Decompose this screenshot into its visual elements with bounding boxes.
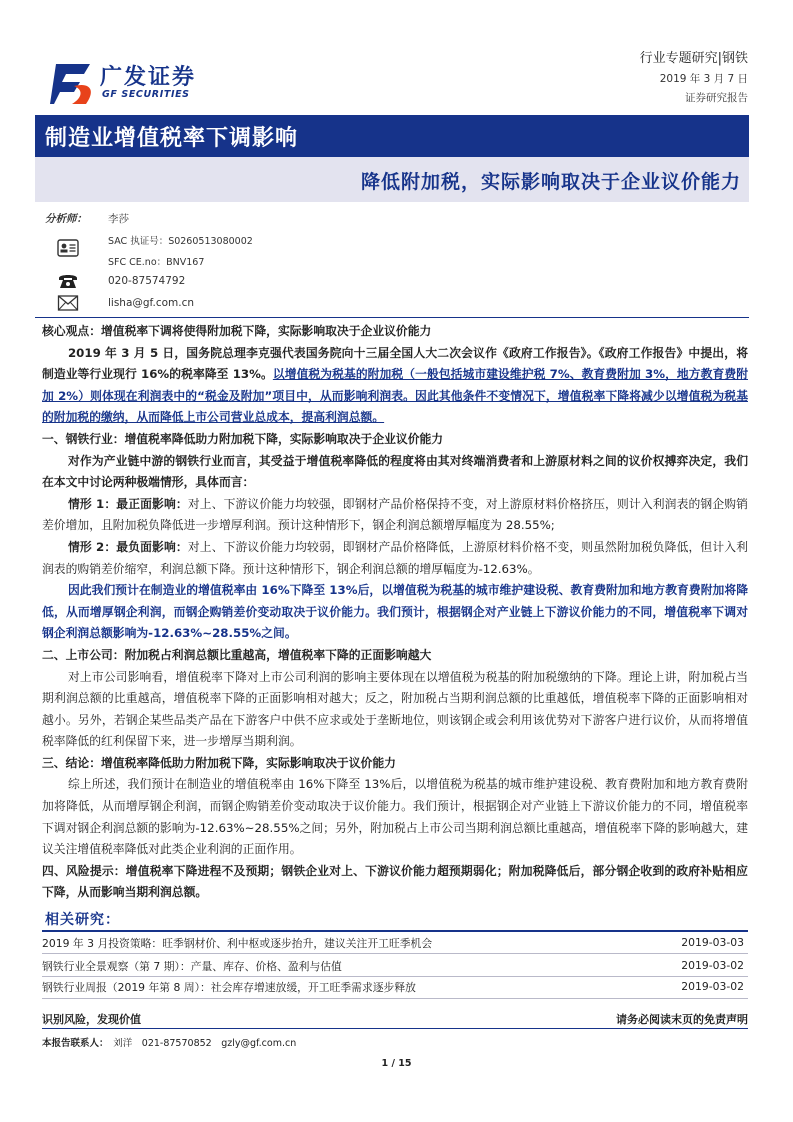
related-divider — [42, 930, 748, 932]
analyst-sfc: SFC CE.no：BNV167 — [108, 257, 205, 268]
contact-label: 本报告联系人： — [42, 1038, 104, 1049]
related-title: 相关研究： — [45, 912, 120, 928]
related-item-date: 2019-03-02 — [681, 959, 744, 972]
report-body — [42, 321, 748, 904]
analyst-phone: 020-87574792 — [108, 275, 186, 287]
contact-value: 刘洋 021-87570852 gzly@gf.com.cn — [113, 1038, 297, 1049]
footer-disclaimer: 请务必阅读末页的免责声明 — [616, 1013, 748, 1026]
section-1-title: 一、钢铁行业：增值税率降低助力附加税下降，实际影响取决于企业议价能力 — [42, 431, 444, 446]
related-item-title[interactable]: 2019 年 3 月投资策略：旺季钢材价、利中枢或逐步抬升，建议关注开工旺季机会 — [42, 937, 433, 950]
phone-icon — [57, 272, 79, 290]
related-separator — [42, 953, 748, 954]
section-4-label: 四、风险提示： — [42, 863, 126, 878]
section-2-text: 对上市公司影响看，增值税率下降对上市公司利润的影响主要体现在以增值税为税基的附加税缴纳的下降。理论上讲，附加税占当期利润总额的比重越高，增值税率下降的正面影响相对越大；反之，附加税占当期利润总额的比重越低，增值税率下降的正面影响相对越小。另外，若钢企某些品类产品在下游客户中供不应求或处于垄断地位，则该钢企或会利用该优势对下游客户进行议价，从而将增值税率降低的红利保留下来，进一步增厚当期利润。 — [42, 669, 748, 749]
divider — [35, 317, 749, 318]
analyst-sac: SAC 执证号：S0260513080002 — [108, 236, 253, 247]
report-date: 2019 年 3 月 7 日 — [659, 73, 748, 85]
section-1-intro: 对作为产业链中游的钢铁行业而言，其受益于增值税率降低的程度将由其对终端消费者和上游原材料之间的议价权搏弈决定，我们在本文中讨论两种极端情形，具体而言： — [42, 453, 748, 490]
logo-text: 广发证券 — [100, 65, 197, 90]
section-3-title: 三、结论：增值税率降低助力附加税下降，实际影响取决于议价能力 — [42, 755, 396, 770]
case-1-label: 情形 1：最正面影响： — [67, 496, 188, 511]
page-number: 1 / 15 — [381, 1058, 412, 1069]
related-item[interactable] — [42, 980, 748, 995]
related-item[interactable] — [42, 959, 748, 974]
page-subtitle: 降低附加税，实际影响取决于企业议价能力 — [360, 171, 741, 193]
section-2-title: 二、上市公司：附加税占利润总额比重越高，增值税率下降的正面影响越大 — [42, 647, 432, 662]
report-type: 行业专题研究|钢铁 — [639, 51, 748, 66]
related-separator — [42, 998, 748, 999]
report-kind: 证券研究报告 — [685, 92, 748, 104]
related-item-title[interactable]: 钢铁行业周报（2019 年第 8 周）：社会库存增速放缓，开工旺季需求逐步释放 — [42, 981, 416, 994]
footer-slogan: 识别风险，发现价值 — [42, 1013, 141, 1026]
section-4 — [42, 861, 748, 904]
core-p1-b: 以增值税为税基的附加税（一般包括城市建设维护税 7%、教育费附加 3%，地方教育费附加 2%）则体现在利润表中的“税金及附加”项目中，从而影响利润表。因此其他条件不变情况下，增值税率下降将减少以增值税为税基的附加税的缴纳，从而降低上市公司营业总成本，提高利润总额。 — [42, 367, 748, 425]
page-title: 制造业增值税率下调影响 — [45, 126, 299, 151]
analyst-label: 分析师： — [45, 213, 87, 225]
related-separator — [42, 976, 748, 977]
logo-subtext: GF SECURITIES — [102, 89, 190, 100]
section-4-text: 增值税率下降进程不及预期；钢铁企业对上、下游议价能力超预期弱化；附加税降低后，部分钢企收到的政府补贴相应下降，从而影响当期利润总额。 — [42, 863, 748, 900]
case-2 — [42, 537, 748, 580]
related-item-date: 2019-03-03 — [681, 936, 744, 949]
related-item-title[interactable]: 钢铁行业全景观察（第 7 期）：产量、库存、价格、盈利与估值 — [42, 960, 342, 973]
core-paragraph — [42, 343, 748, 429]
id-card-icon — [57, 239, 79, 257]
gf-logo-icon — [50, 60, 96, 106]
case-1 — [42, 494, 748, 537]
case-1-text: 对上、下游议价能力均较强，即钢材产品价格保持不变，对上游原材料价格挤压，则计入利润表的钢企购销差价增加，且附加税负降低进一步增厚利润。预计这种情形下，钢企利润总额增厚幅度为 28.55%; — [42, 496, 748, 533]
section-3-text: 综上所述，我们预计在制造业的增值税率由 16%下降至 13%后，以增值税为税基的城市维护建设税、教育费附加和地方教育费附加将降低，从而增厚钢企利润，而钢企购销差价变动取决于议价能力。我们预计，根据钢企对产业链上下游议价能力的不同，增值税率下调对钢企利润总额的影响为-12.63%~28.55%之间；另外，附加税占上市公司当期利润总额比重越高，增值税率下降的影响越大，建议关注增值税率降低对此类企业利润的正面作用。 — [42, 777, 748, 857]
core-p1-a: 2019 年 3 月 5 日，国务院总理李克强代表国务院向十三届全国人大二次会议作《政府工作报告》。《政府工作报告》中提出，将制造业等行业现行 16%的税率降至 13%。 — [42, 345, 748, 382]
analyst-email[interactable]: lisha@gf.com.cn — [108, 297, 195, 309]
mail-icon — [57, 294, 79, 312]
case-2-text: 对上、下游议价能力均较弱，即钢材产品价格降低，上游原材料价格不变，则虽然附加税负降低，但计入利润表的购销差价缩窄，利润总额下降。预计这种情形下，钢企利润总额的增厚幅度为-12.63%。 — [42, 539, 748, 576]
contact — [42, 1035, 296, 1049]
related-item-date: 2019-03-02 — [681, 980, 744, 993]
case-2-label: 情形 2：最负面影响： — [67, 539, 188, 554]
core-title: 核心观点：增值税率下调将使得附加税下降，实际影响取决于企业议价能力 — [42, 324, 432, 338]
analyst-name: 李莎 — [108, 213, 129, 225]
footer-divider — [42, 1028, 748, 1029]
section-1-conclusion: 因此我们预计在制造业的增值税率由 16%下降至 13%后，以增值税为税基的城市维护建设税、教育费附加和地方教育费附加将降低，从而增厚钢企利润，而钢企购销差价变动取决于议价能力。我们预计，根据钢企对产业链上下游议价能力的不同，增值税率下调对钢企利润总额影响为-12.63%~28.55%之间。 — [42, 583, 748, 641]
related-item[interactable] — [42, 936, 748, 951]
